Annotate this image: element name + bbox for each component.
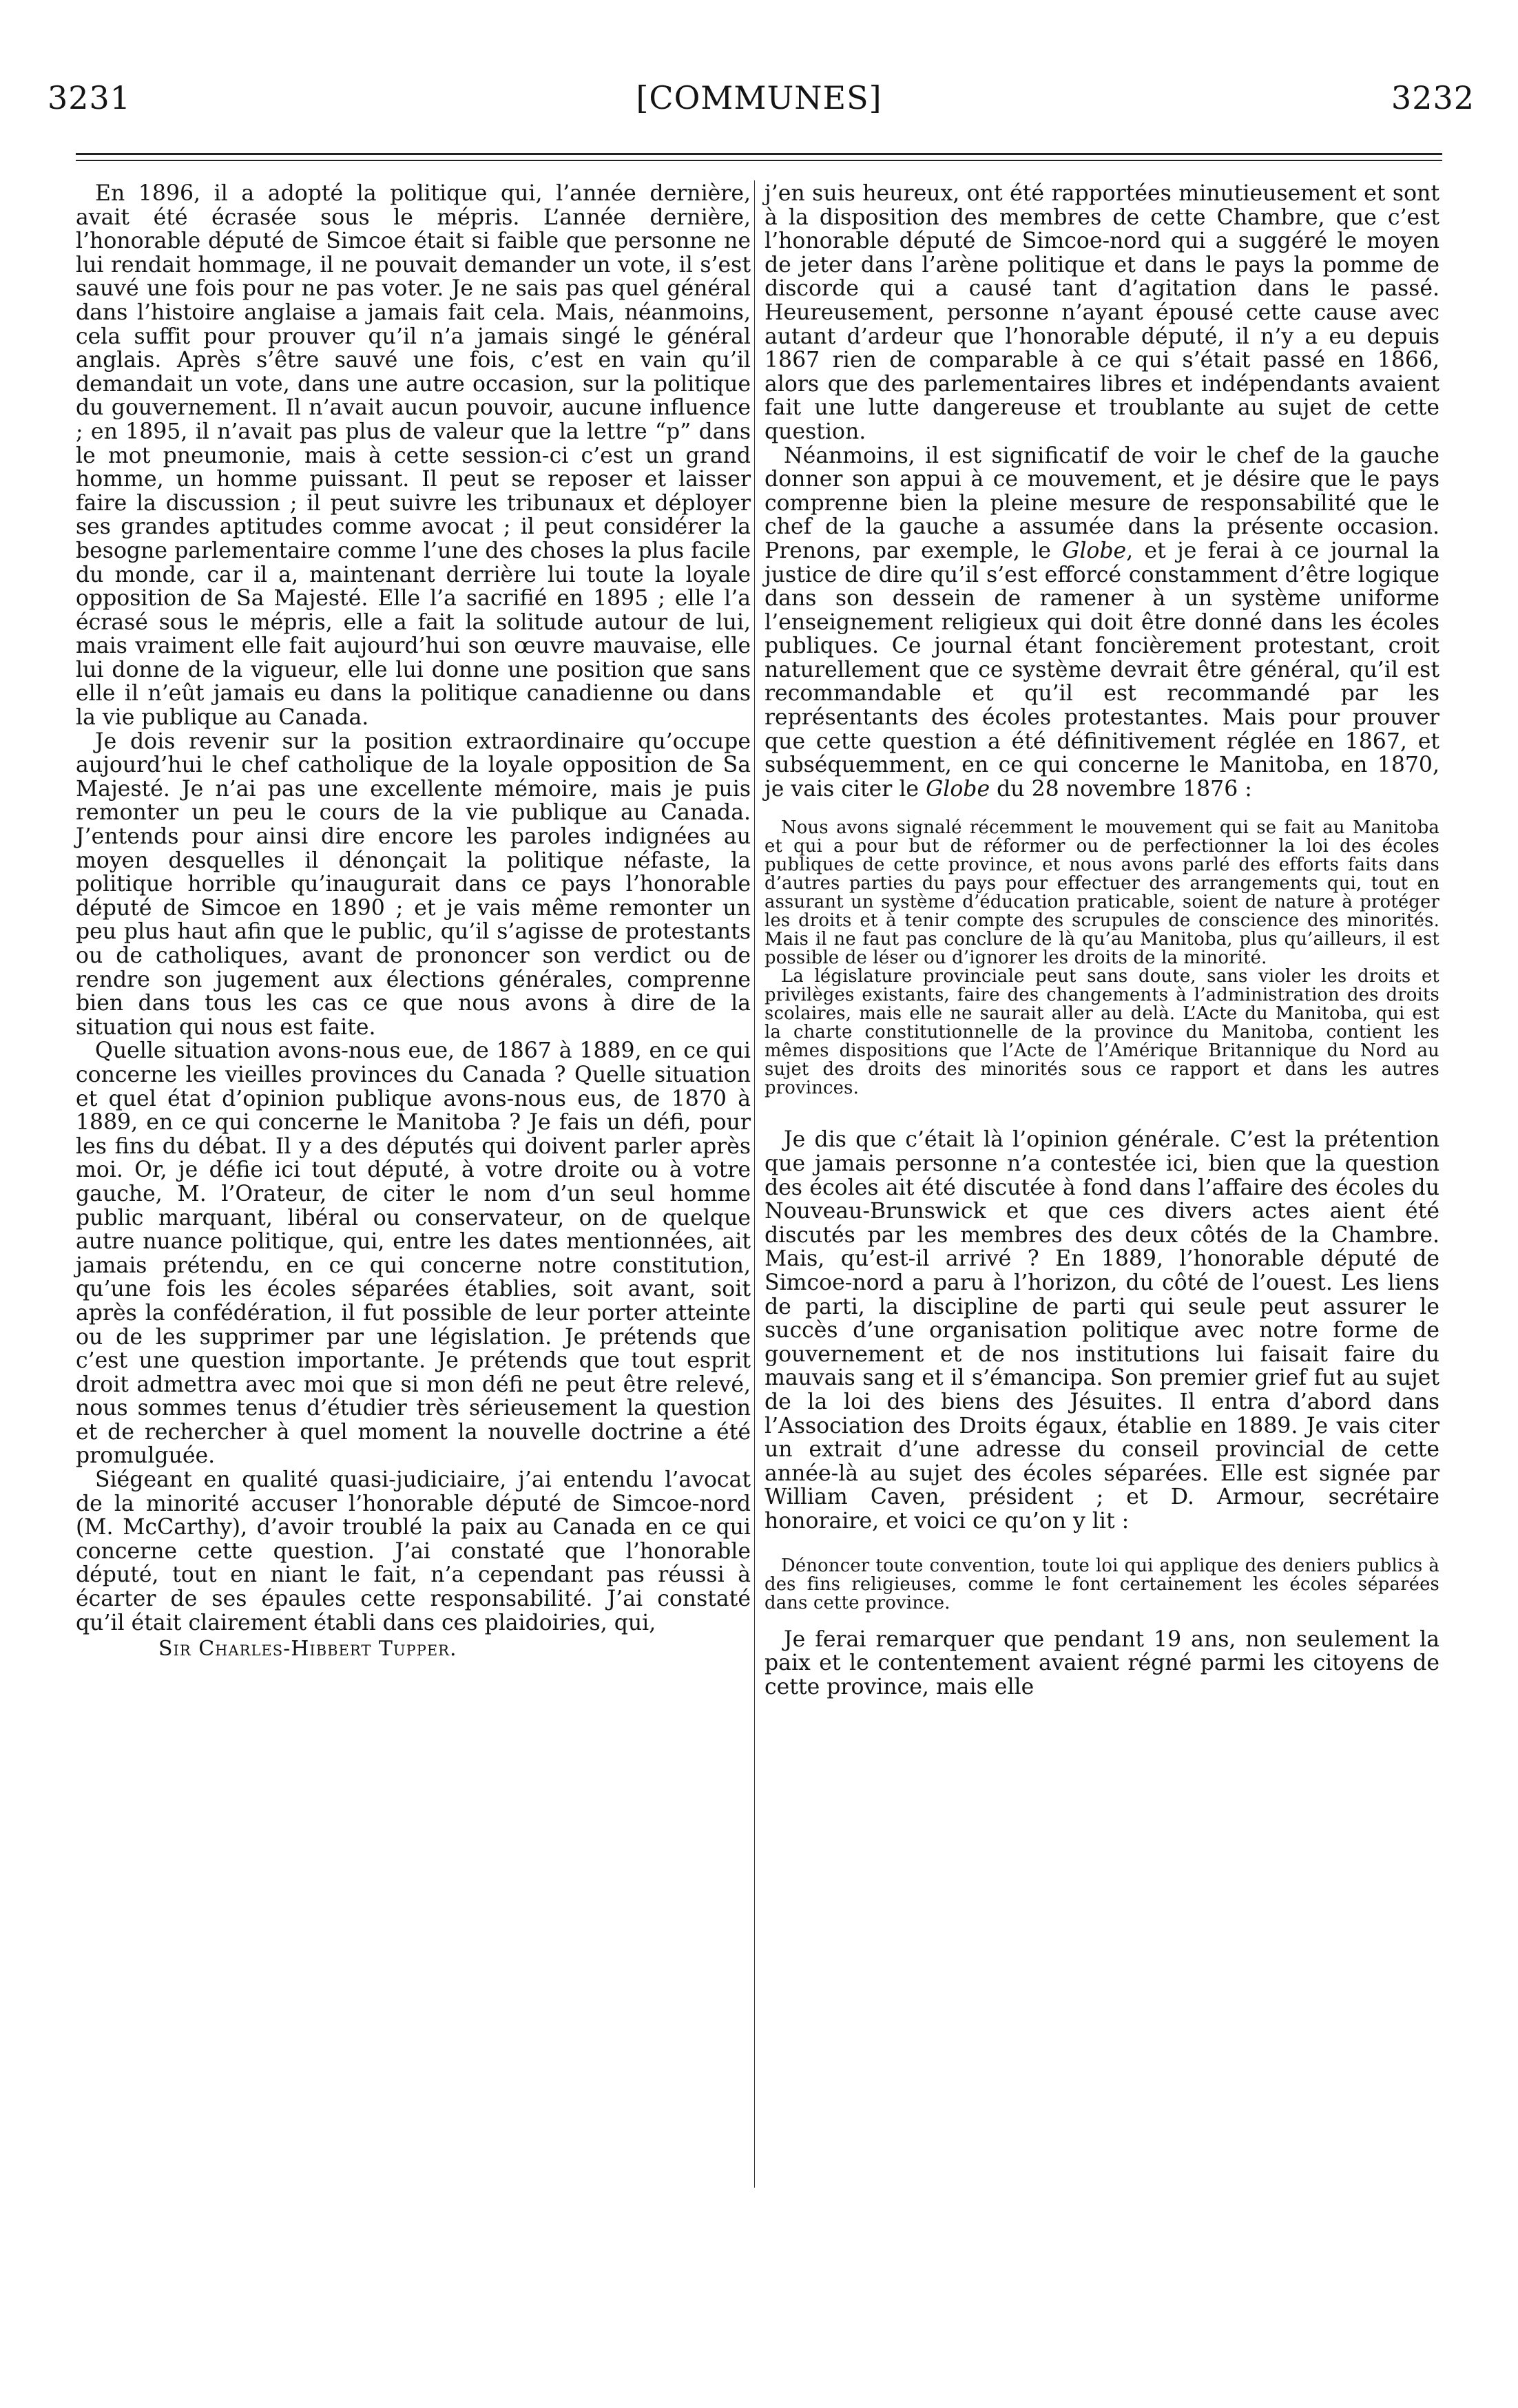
page-number-right: 3232 — [1391, 79, 1475, 116]
paragraph: Je dis que c’était là l’opinion générale. C’est la prétention que jamais personne n’a contestée ici, bien que la question des écoles ait été discutée à fond dans l’affaire des écoles du Nouveau-Brunswick et que ces divers actes aient été discutés par les membres des deux côtés de la Chambre. Mais, qu’est-il arrivé ? En 1889, l’honorable député de Simcoe-nord a paru à l’horizon, du côté de l’ouest. Les liens de parti, la discipline de parti qui seule peut assurer le succès d’une organisation politique avec notre forme de gouvernement et de nos institutions lui faisait faire du mauvais sang et il s’émancipa. Son premier grief fut au sujet de la loi des biens des Jésuites. Il entra d’abord dans l’Association des Droits égaux, établie en 1889. Je vais citer un extrait d’une adresse du conseil provincial de cette année-là au sujet des écoles séparées. Elle est signée par William Caven, président ; et D. Armour, secrétaire honoraire, et voici ce qu’on y lit : — [765, 1127, 1439, 1533]
column-divider — [754, 180, 755, 2188]
paragraph: Quelle situation avons-nous eue, de 1867 à 1889, en ce qui concerne les vieilles provinces du Canada ? Quelle situation et quel état d’opinion publique avons-nous eus, de 1870 à 1889, en ce qui concerne le Manitoba ? Je fais un défi, pour les fins du débat. Il y a des députés qui doivent parler après moi. Or, je défie ici tout député, à votre droite ou à votre gauche, M. l’Orateur, de citer le nom d’un seul homme public marquant, libéral ou conservateur, on de quelque autre nuance politique, qui, entre les dates mentionnées, ait jamais prétendu, en ce qui concerne notre constitution, qu’une fois les écoles séparées établies, soit avant, soit après la confédération, il fut possible de leur porter atteinte ou de les supprimer par une législation. Je prétends que c’est une question importante. Je prétends que tout esprit droit admettra avec moi que si mon défi ne peut être relevé, nous sommes tenus d’étudier très sérieusement la question et de rechercher à quel moment la nouvelle doctrine a été promulguée. — [76, 1038, 751, 1469]
paragraph: Je dois revenir sur la position extraordinaire qu’occupe aujourd’hui le chef catholique de la loyale opposition de Sa Majesté. Je n’ai pas une excellente mémoire, mais je puis remonter un peu le cours de la vie publique au Canada. J’entends pour ainsi dire encore les paroles indignées au moyen desquelles il dénonçait la politique néfaste, la politique horrible qu’inaugurait dans ce pays l’honorable député de Simcoe en 1890 ; et je vais même remonter un peu plus haut afin que le public, qu’il s’agisse de protestants ou de catholiques, avant de prononcer son verdict ou de rendre son jugement aux élections générales, comprenne bien dans tous les cas ce que nous avons à dire de la situation qui nous est faite. — [76, 729, 751, 1040]
left-column — [76, 182, 751, 1662]
speaker-signature: Sir Charles-Hibbert Tupper. — [158, 1637, 457, 1662]
page-header — [38, 79, 1480, 127]
page-number-left: 3231 — [48, 79, 132, 116]
block-quote-address — [765, 1557, 1439, 1613]
newspaper-title: Globe — [1062, 538, 1127, 563]
header-rule-thin — [76, 160, 1442, 161]
text-run: du 28 novembre 1876 : — [990, 776, 1252, 802]
paragraph: j’en suis heureux, ont été rapportées minutieusement et sont à la disposition des membres de cette Chambre, que c’est l’honorable député de Simcoe-nord qui a suggéré le moyen de jeter dans l’arène politique et dans le pays la pomme de discorde qui a causé tant d’agitation dans le passé. Heureusement, personne n’ayant épousé cette cause avec autant d’ardeur que l’honorable député, il n’y a eu depuis 1867 rien de comparable à ce qui s’était passé en 1866, alors que des parlementaires libres et indépendants avaient fait une lutte dangereuse et troublante au sujet de cette question. — [765, 181, 1439, 444]
right-column — [765, 182, 1439, 1699]
newspaper-title: Globe — [926, 776, 990, 802]
block-quote-globe — [765, 819, 1439, 1098]
quote-paragraph: Dénoncer toute convention, toute loi qui applique des deniers publics à des fins religieuses, comme le font certainement les écoles séparées dans cette province. — [765, 1555, 1439, 1613]
quote-paragraph: Nous avons signalé récemment le mouvement qui se fait au Manitoba et qui a pour but de réformer ou de perfectionner la loi des écoles publiques de cette province, et nous avons parlé des efforts faits dans d’autres parties du pays pour effectuer des arrangements qui, tout en assurant un système d’éducation praticable, soient de nature à protéger les droits et à tenir compte des scrupules de conscience des minorités. Mais il ne faut pas conclure de là qu’au Manitoba, plus qu’ailleurs, il est possible de léser ou d’ignorer les droits de la minorité. — [765, 817, 1439, 969]
paragraph — [765, 444, 1439, 802]
running-title: [COMMUNES] — [636, 79, 882, 116]
quote-paragraph: La législature provinciale peut sans doute, sans violer les droits et privilèges existants, faire des changements à l’administration des droits scolaires, mais elle ne saurait aller au delà. L’Acte du Manitoba, qui est la charte constitutionnelle de la province du Manitoba, contient les mêmes dispositions que l’Acte de l’Amérique Britannique du Nord au sujet des droits des minorités sous ce rapport et dans les autres provinces. — [765, 966, 1439, 1099]
paragraph: Je ferai remarquer que pendant 19 ans, non seulement la paix et le contentement avaient régné parmi les citoyens de cette province, mais elle — [765, 1626, 1439, 1699]
header-rule — [76, 153, 1442, 155]
paragraph: Siégeant en qualité quasi-judiciaire, j’ai entendu l’avocat de la minorité accuser l’honorable député de Simcoe-nord (M. McCarthy), d’avoir troublé la paix au Canada en ce qui concerne cette question. J’ai constaté que l’honorable député, tout en niant le fait, n’a cependant pas réussi à écarter de ses épaules cette responsabilité. J’ai constaté qu’il était clairement établi dans ces plaidoiries, qui, — [76, 1467, 751, 1635]
text-run: , et je ferai à ce journal la justice de dire qu’il s’est efforcé constamment d’être logique dans son dessein de ramener à un système uniforme l’enseignement religieux qui doit être donné dans les écoles publiques. Ce journal étant foncièrement protestant, croit naturellement que ce système devrait être général, qu’il est recommandable et qu’il est recommandé par les représentants des écoles protestantes. Mais pour prouver que cette question a été définitivement réglée en 1867, et subséquemment, en ce qui concerne le Manitoba, en 1870, je vais citer le — [765, 538, 1439, 802]
text-run: Néanmoins, il est significatif de voir le chef de la gauche donner son appui à ce mouvement, et je désire que le pays comprenne bien la pleine mesure de responsabilité que le chef de la gauche a assumée dans la présente occasion. Prenons, par exemple, le — [765, 443, 1439, 563]
paragraph: En 1896, il a adopté la politique qui, l’année dernière, avait été écrasée sous le mépris. L’année dernière, l’honorable député de Simcoe était si faible que personne ne lui rendait hommage, il ne pouvait demander un vote, il s’est sauvé une fois pour ne pas voter. Je ne sais pas quel général dans l’histoire anglaise a jamais fait cela. Mais, néanmoins, cela suffit pour prouver qu’il n’a jamais singé le général anglais. Après s’être sauvé une fois, c’est en vain qu’il demandait un vote, dans une autre occasion, sur la politique du gouvernement. Il n’avait aucun pouvoir, aucune influence ; en 1895, il n’avait pas plus de valeur que la lettre “p” dans le mot pneumonie, mais à cette session-ci c’est un grand homme, un homme puissant. Il peut se reposer et laisser faire la discussion ; il peut suivre les tribunaux et déployer ses grandes aptitudes comme avocat ; il peut considérer la besogne parlementaire comme l’une des choses la plus facile du monde, car il a, maintenant derrière lui toute la loyale opposition de Sa Majesté. Elle l’a sacrifié en 1895 ; elle l’a écrasé sous le mépris, elle a fait la solitude autour de lui, mais vraiment elle fait aujourd’hui son œuvre mauvaise, elle lui donne de la vigueur, elle lui donne une position que sans elle il n’eût jamais eu dans la politique canadienne ou dans la vie publique au Canada. — [76, 181, 751, 731]
